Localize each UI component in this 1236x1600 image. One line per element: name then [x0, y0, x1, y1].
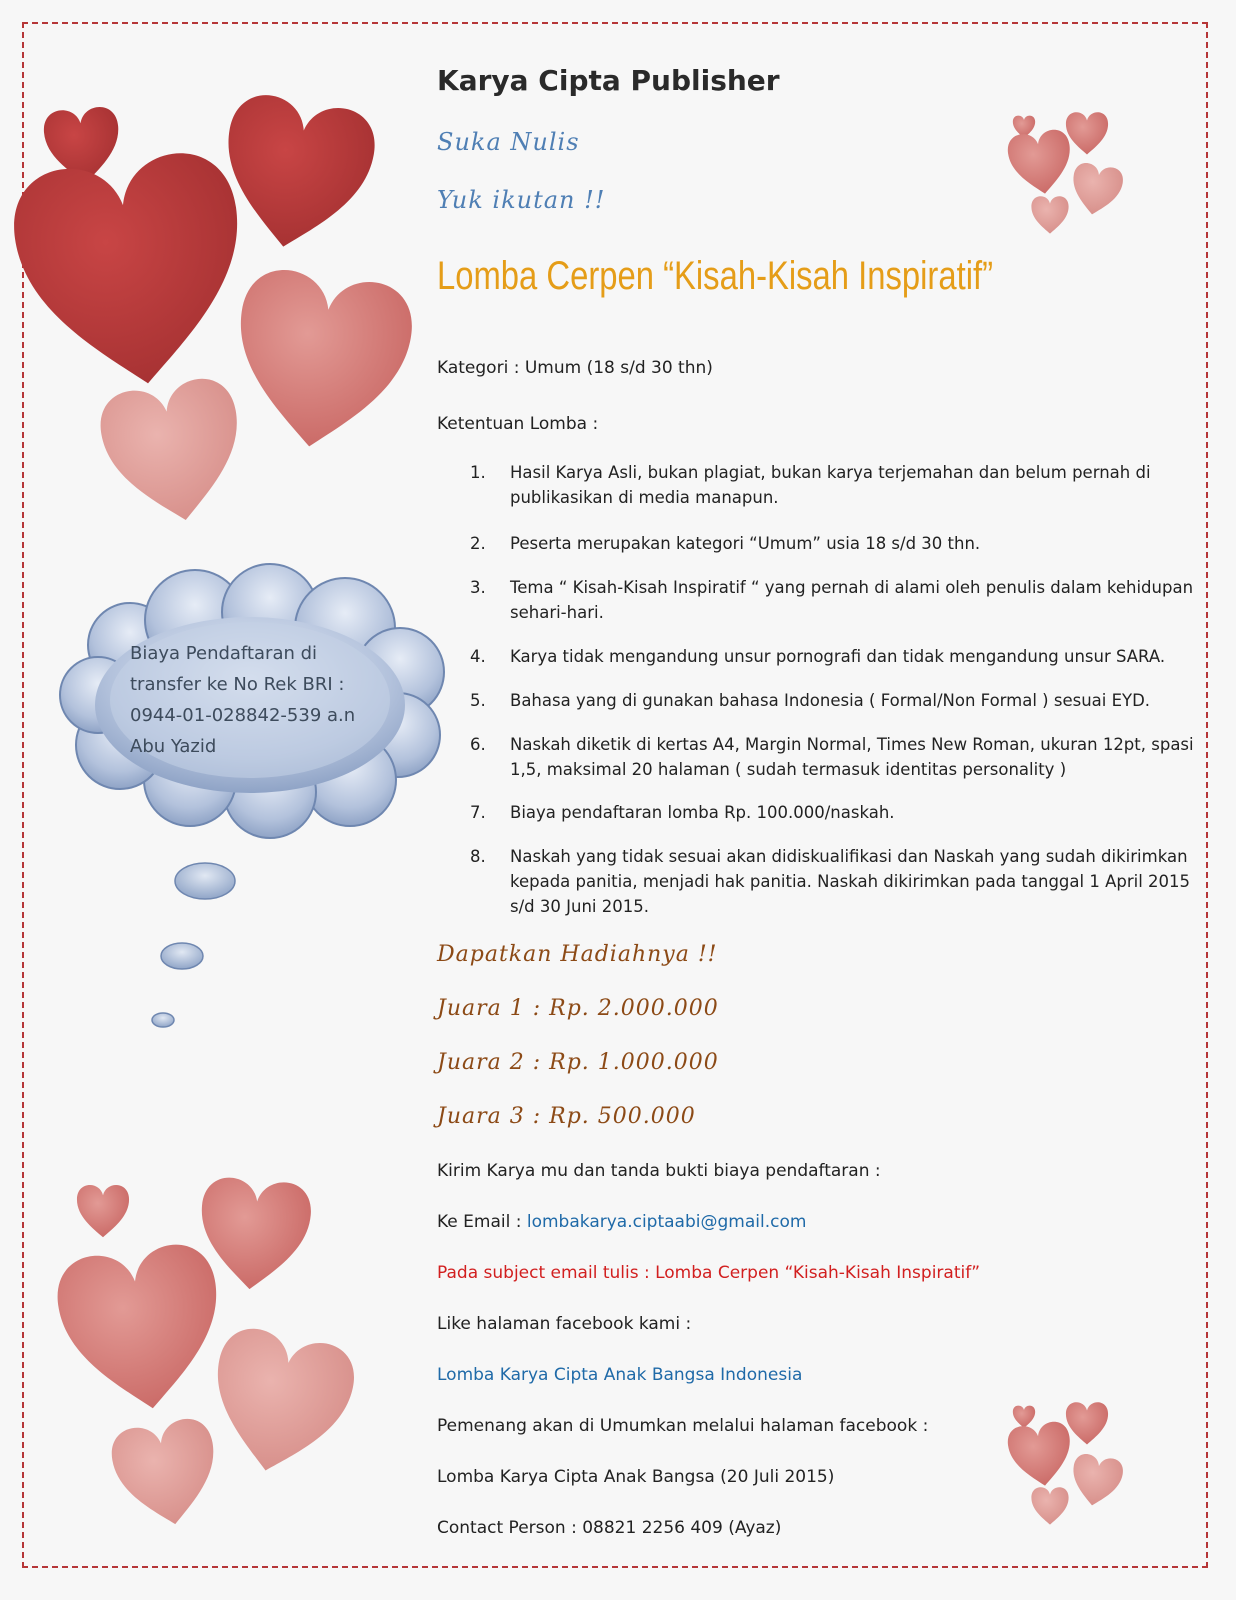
heart-icon — [77, 1185, 129, 1237]
publisher-name: Karya Cipta Publisher — [437, 64, 780, 97]
announcement-page: Lomba Karya Cipta Anak Bangsa (20 Juli 2015) — [437, 1467, 835, 1487]
facebook-like-line: Like halaman facebook kami : — [437, 1314, 692, 1334]
heart-icon — [107, 1415, 225, 1533]
thought-bubble-small — [152, 1013, 174, 1027]
heart-icon — [1031, 1487, 1068, 1524]
rules-heading: Ketentuan Lomba : — [437, 414, 599, 434]
registration-fee-note: Biaya Pendaftaran di transfer ke No Rek BRI : 0944-01-028842-539 a.n Abu Yazid — [130, 643, 356, 757]
heart-icon — [1031, 196, 1068, 233]
send-instruction: Kirim Karya mu dan tanda bukti biaya pendaftaran : — [437, 1161, 881, 1181]
prize-heading: Dapatkan Hadiahnya !! — [437, 942, 718, 967]
category-label: Kategori : Umum (18 s/d 30 thn) — [437, 358, 713, 378]
heart-icon — [1066, 1402, 1108, 1444]
email-link[interactable]: lombakarya.ciptaabi@gmail.com — [526, 1212, 807, 1232]
heart-icon — [1006, 128, 1076, 198]
heart-icon — [95, 373, 253, 531]
heart-icon — [199, 1322, 361, 1484]
heart-icon — [1068, 1452, 1125, 1510]
heart-icon — [1013, 1406, 1035, 1428]
heart-icon — [6, 146, 258, 399]
tagline-suka-nulis: Suka Nulis — [437, 128, 580, 156]
thought-bubble-medium — [161, 943, 203, 969]
heart-icon — [1006, 1420, 1076, 1490]
prize-first: Juara 1 : Rp. 2.000.000 — [437, 996, 719, 1021]
tagline-yuk-ikutan: Yuk ikutan !! — [437, 186, 606, 214]
thought-bubble-large — [175, 863, 235, 899]
winner-announcement-line: Pemenang akan di Umumkan melalui halaman facebook : — [437, 1416, 929, 1436]
prize-second: Juara 2 : Rp. 1.000.000 — [437, 1050, 719, 1075]
page-title: Lomba Cerpen “Kisah-Kisah Inspiratif” — [437, 254, 994, 298]
prize-third: Juara 3 : Rp. 500.000 — [437, 1104, 696, 1129]
heart-icon — [224, 265, 417, 459]
heart-icon — [1066, 112, 1108, 154]
email-label: Ke Email : — [437, 1212, 527, 1232]
contact-person: Contact Person : 08821 2256 409 (Ayaz) — [437, 1518, 782, 1538]
facebook-page-link[interactable]: Lomba Karya Cipta Anak Bangsa Indonesia — [437, 1365, 803, 1385]
email-line — [437, 1212, 806, 1232]
subject-instruction: Pada subject email tulis : Lomba Cerpen “Kisah-Kisah Inspiratif” — [437, 1263, 981, 1283]
heart-icon — [1068, 161, 1125, 219]
heart-icon — [52, 1240, 231, 1420]
